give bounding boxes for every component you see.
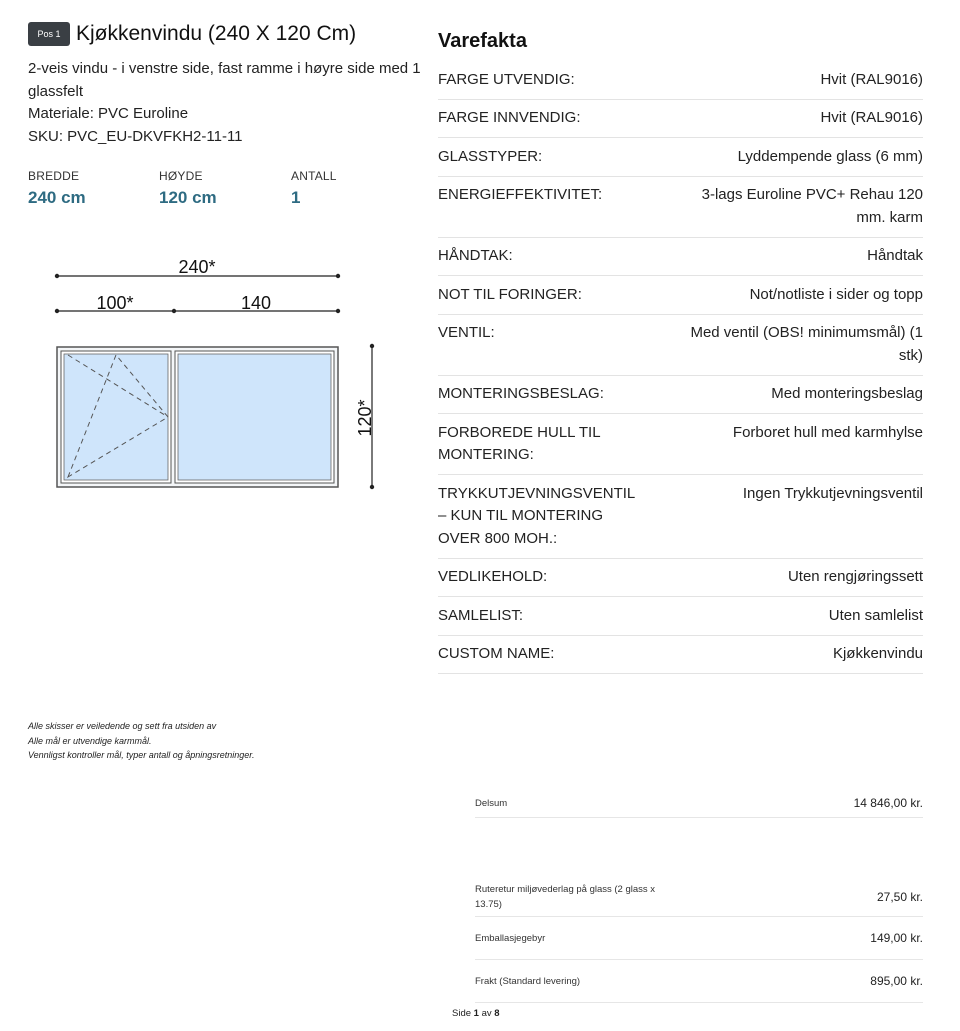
material-text: Materiale: PVC Euroline [28, 105, 189, 122]
facts-value: Not/notliste i sider og topp [749, 285, 923, 303]
facts-value: Uten samlelist [828, 606, 923, 624]
facts-value: Forboret hull med karmhylse [732, 423, 923, 441]
facts-row [438, 559, 923, 598]
facts-value: Hvit (RAL9016) [820, 70, 923, 88]
position-badge: Pos 1 [28, 22, 70, 46]
page-total: 8 [494, 1008, 500, 1019]
page-prefix: Side [452, 1008, 472, 1019]
height-spec [159, 169, 217, 208]
dim-dot [370, 344, 374, 348]
facts-key: MONTERINGSBESLAG: [438, 385, 604, 402]
height-label: HØYDE [159, 169, 203, 183]
note-line: Vennligst kontroller mål, typer antall og åpningsretninger. [28, 750, 255, 760]
packaging-fee-row [475, 917, 923, 960]
total-width-text: 240* [178, 257, 216, 277]
facts-value: Med monteringsbeslag [771, 385, 923, 402]
facts-key: SAMLELIST: [438, 606, 524, 624]
right-width-text: 140 [240, 293, 272, 313]
dim-dot [370, 485, 374, 489]
facts-key: GLASSTYPER: [438, 147, 543, 165]
facts-key: CUSTOM NAME: [438, 645, 555, 662]
facts-key: TRYKKUTJEVNINGSVENTIL – KUN TIL MONTERING OVER 800 MOH.: [438, 484, 635, 547]
facts-key: ENERGIEFFEKTIVITET: [438, 186, 603, 203]
facts-table [438, 61, 923, 674]
facts-row [438, 376, 923, 415]
facts-key: FARGE INNVENDIG: [438, 109, 581, 126]
glass-return-fee-row [475, 878, 923, 917]
page-of: av [481, 1008, 492, 1019]
facts-row [438, 414, 923, 475]
width-value: 240 cm [28, 188, 86, 207]
width-label: BREDDE [28, 169, 80, 183]
facts-row [438, 276, 923, 315]
facts-row [438, 315, 923, 376]
width-spec [28, 169, 86, 208]
glass-return-fee-label: Ruteretur miljøvederlag på glass (2 glass x 13.75) [475, 884, 656, 910]
subtotal-label: Delsum [475, 797, 508, 809]
dim-dot [172, 309, 176, 313]
facts-value: 3-lags Euroline PVC+ Rehau 120 mm. karm [701, 186, 923, 226]
note-line: Alle skisser er veiledende og sett fra utsiden av [28, 721, 217, 731]
facts-key: HÅNDTAK: [438, 247, 513, 264]
dim-dot [55, 274, 59, 278]
facts-row [438, 475, 923, 559]
quantity-value: 1 [291, 188, 301, 207]
height-text: 120* [355, 399, 375, 437]
facts-value: Ingen Trykkutjevningsventil [742, 484, 923, 502]
facts-value: Uten rengjøringssett [787, 568, 923, 585]
facts-value: Lyddempende glass (6 mm) [737, 147, 923, 165]
quantity-spec [291, 169, 337, 208]
window-sketch [45, 250, 385, 500]
dim-dot [336, 309, 340, 313]
facts-value: Hvit (RAL9016) [820, 109, 923, 126]
page-number [452, 1008, 500, 1019]
glass-return-fee-value: 27,50 kr. [876, 890, 923, 904]
shipping-label: Frakt (Standard levering) [475, 975, 581, 987]
packaging-fee-label: Emballasjegebyr [475, 932, 546, 944]
height-value: 120 cm [159, 188, 217, 207]
facts-key: VENTIL: [438, 324, 495, 341]
shipping-value: 895,00 kr. [870, 974, 923, 988]
facts-row [438, 61, 923, 100]
subtotal-value: 14 846,00 kr. [853, 796, 923, 810]
facts-key: FARGE UTVENDIG: [438, 70, 575, 88]
page-current: 1 [473, 1008, 479, 1019]
left-glass [64, 354, 168, 480]
product-description [28, 58, 423, 148]
dim-dot [336, 274, 340, 278]
facts-key: FORBOREDE HULL TIL MONTERING: [438, 423, 600, 463]
description-text: 2-veis vindu - i venstre side, fast ramme i høyre side med 1 glassfelt [28, 60, 421, 100]
subtotal-row [475, 789, 923, 818]
sku-text: SKU: PVC_EU-DKVFKH2-11-11 [28, 127, 243, 145]
facts-row [438, 597, 923, 636]
facts-value: Håndtak [867, 247, 923, 264]
quantity-label: ANTALL [291, 169, 337, 183]
facts-row [438, 100, 923, 139]
facts-value: Kjøkkenvindu [832, 645, 923, 662]
facts-key: NOT TIL FORINGER: [438, 285, 582, 303]
facts-value: Med ventil (OBS! minimumsmål) (1 stk) [690, 324, 923, 364]
facts-row [438, 636, 923, 675]
sketch-notes [28, 719, 254, 763]
product-title: Kjøkkenvindu (240 X 120 Cm) [76, 22, 357, 45]
facts-row [438, 238, 923, 277]
note-line: Alle mål er utvendige karmmål. [28, 735, 152, 746]
right-glass [178, 354, 331, 480]
facts-row [438, 177, 923, 238]
shipping-row [475, 960, 923, 1003]
price-summary [475, 789, 923, 1003]
packaging-fee-value: 149,00 kr. [870, 931, 923, 945]
left-width-text: 100* [96, 293, 134, 313]
facts-row [438, 138, 923, 177]
facts-title: Varefakta [438, 30, 527, 52]
facts-key: VEDLIKEHOLD: [438, 568, 548, 585]
dim-dot [55, 309, 59, 313]
